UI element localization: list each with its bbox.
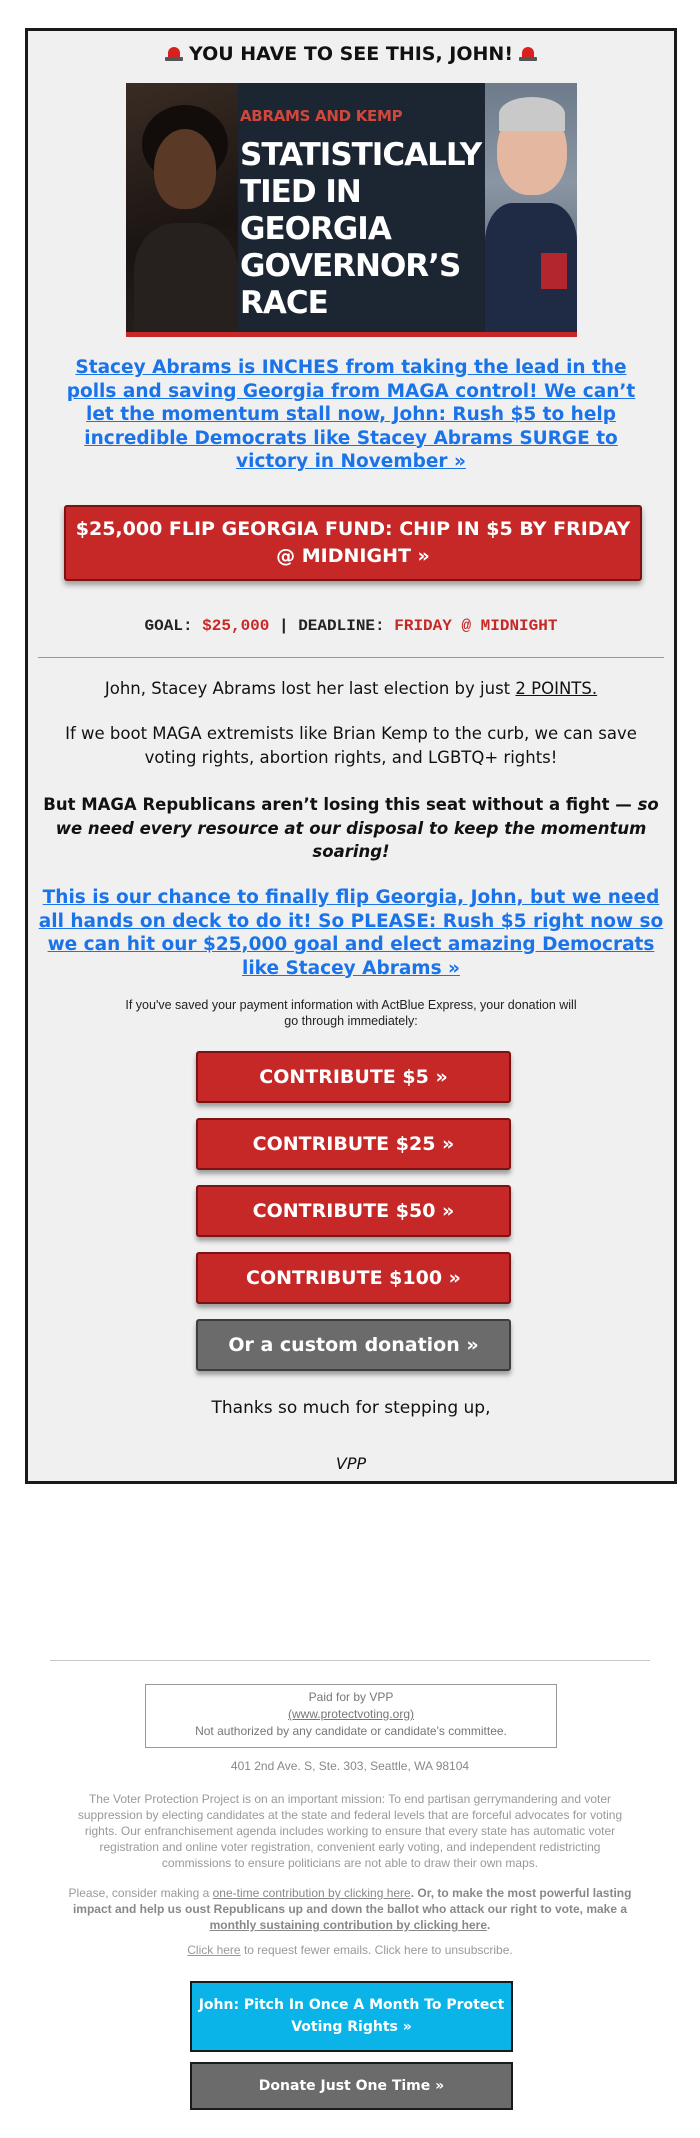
goal-value: $25,000: [202, 617, 270, 635]
paid-for-box: [145, 1684, 557, 1748]
email-card: [25, 28, 677, 1484]
consider-bold: . Or, to make the most powerful lasting impact and help us oust Republicans up and down the ballot who attack our right to vote, make a: [72, 1886, 632, 1916]
cta-donate-link[interactable]: This is our chance to finally flip Georgia, John, but we need all hands on deck to do it! So PLEASE: Rush $5 right now so we can hit our $25,000 goal and elect amazing Democrats like Stacey Abrams »: [38, 887, 664, 979]
contribute-50-button[interactable]: CONTRIBUTE $50 »: [196, 1185, 511, 1237]
monthly-contribution-link[interactable]: monthly sustaining contribution by clicking here: [209, 1918, 487, 1932]
fewer-emails-link[interactable]: Click here: [187, 1943, 241, 1957]
footer-divider: [50, 1660, 650, 1661]
siren-icon: [519, 47, 537, 61]
goal-deadline-line: [28, 617, 674, 635]
flip-georgia-fund-button[interactable]: $25,000 FLIP GEORGIA FUND: CHIP IN $5 BY FRIDAY @ MIDNIGHT »: [64, 505, 642, 581]
contribute-25-button[interactable]: CONTRIBUTE $25 »: [196, 1118, 511, 1170]
hero-image[interactable]: [126, 83, 577, 337]
p3-bold: But MAGA Republicans aren’t losing this seat without a fight —: [43, 795, 638, 814]
address: 401 2nd Ave. S, Ste. 303, Seattle, WA 98104: [230, 1759, 470, 1773]
contribute-5-button[interactable]: CONTRIBUTE $5 »: [196, 1051, 511, 1103]
thanks-text: Thanks so much for stepping up,: [211, 1398, 491, 1418]
siren-icon: [165, 47, 183, 61]
intro-donate-link[interactable]: Stacey Abrams is INCHES from taking the lead in the polls and saving Georgia from MAGA control! We can’t let the momentum stall now, John: Rush $5 to help incredible Democrats like Stacey Abrams SURGE to victory in November »: [66, 357, 636, 472]
p1-text: John, Stacey Abrams lost her last election by just: [104, 679, 516, 698]
intro-link-block: [58, 356, 644, 474]
consider-contribution: [66, 1885, 634, 1933]
p3-italic: so we need every resource at our disposal to keep the momentum soaring!: [55, 795, 659, 861]
abrams-photo: [126, 83, 238, 332]
kemp-photo: [485, 83, 577, 332]
hero-kicker: ABRAMS AND KEMP: [240, 107, 403, 125]
unsubscribe-line: [0, 1943, 700, 1957]
signature: VPP: [335, 1454, 367, 1473]
cta-link-block: [36, 886, 666, 980]
contribute-100-button[interactable]: CONTRIBUTE $100 »: [196, 1252, 511, 1304]
deadline-value: FRIDAY @ MIDNIGHT: [394, 617, 558, 635]
monthly-pitch-in-button[interactable]: John: Pitch In Once A Month To Protect Voting Rights »: [190, 1981, 513, 2052]
deadline-label: DEADLINE:: [298, 617, 385, 635]
mission-statement: The Voter Protection Project is on an important mission: To end partisan gerrymandering and voter suppression by electing candidates at the state and federal levels that are forceful advocates for voting rights. Our enfranchisement agenda includes working to ensure that every state has automatic voter registration and online voter registration, convenient early voting, and independent redistricting commissions to ensure politicians are not able to draw their own maps.: [77, 1792, 623, 1870]
donate-one-time-button[interactable]: Donate Just One Time »: [190, 2062, 513, 2110]
p1-emphasis: 2 POINTS.: [515, 679, 598, 698]
disclaimer: Not authorized by any candidate or candidate's committee.: [195, 1724, 507, 1738]
goal-separator: |: [278, 617, 289, 635]
hero-headline: STATISTICALLY TIED IN GEORGIA GOVERNOR’S RACE: [240, 137, 482, 321]
unsub-text: to request fewer emails. Click here to unsubscribe.: [240, 1943, 513, 1957]
consider-end: .: [487, 1918, 491, 1932]
website-link[interactable]: (www.protectvoting.org): [287, 1707, 415, 1721]
body-paragraph-3: [42, 793, 660, 864]
goal-label: GOAL:: [144, 617, 193, 635]
alert-title-text: YOU HAVE TO SEE THIS, JOHN!: [188, 43, 513, 65]
paid-by: Paid for by VPP: [308, 1690, 394, 1704]
one-time-contribution-link[interactable]: one-time contribution by clicking here: [212, 1886, 411, 1900]
alert-title: [28, 43, 674, 65]
hero-text: [240, 107, 480, 322]
actblue-express-note: If you've saved your payment information with ActBlue Express, your donation will go through immediately:: [125, 998, 577, 1028]
custom-donation-button[interactable]: Or a custom donation »: [196, 1319, 511, 1371]
consider-prefix: Please, consider making a: [68, 1886, 213, 1900]
body-paragraph-2: If we boot MAGA extremists like Brian Kemp to the curb, we can save voting rights, abortion rights, and LGBTQ+ rights!: [65, 724, 637, 767]
divider: [38, 657, 664, 658]
body-paragraph-1: [42, 677, 660, 701]
